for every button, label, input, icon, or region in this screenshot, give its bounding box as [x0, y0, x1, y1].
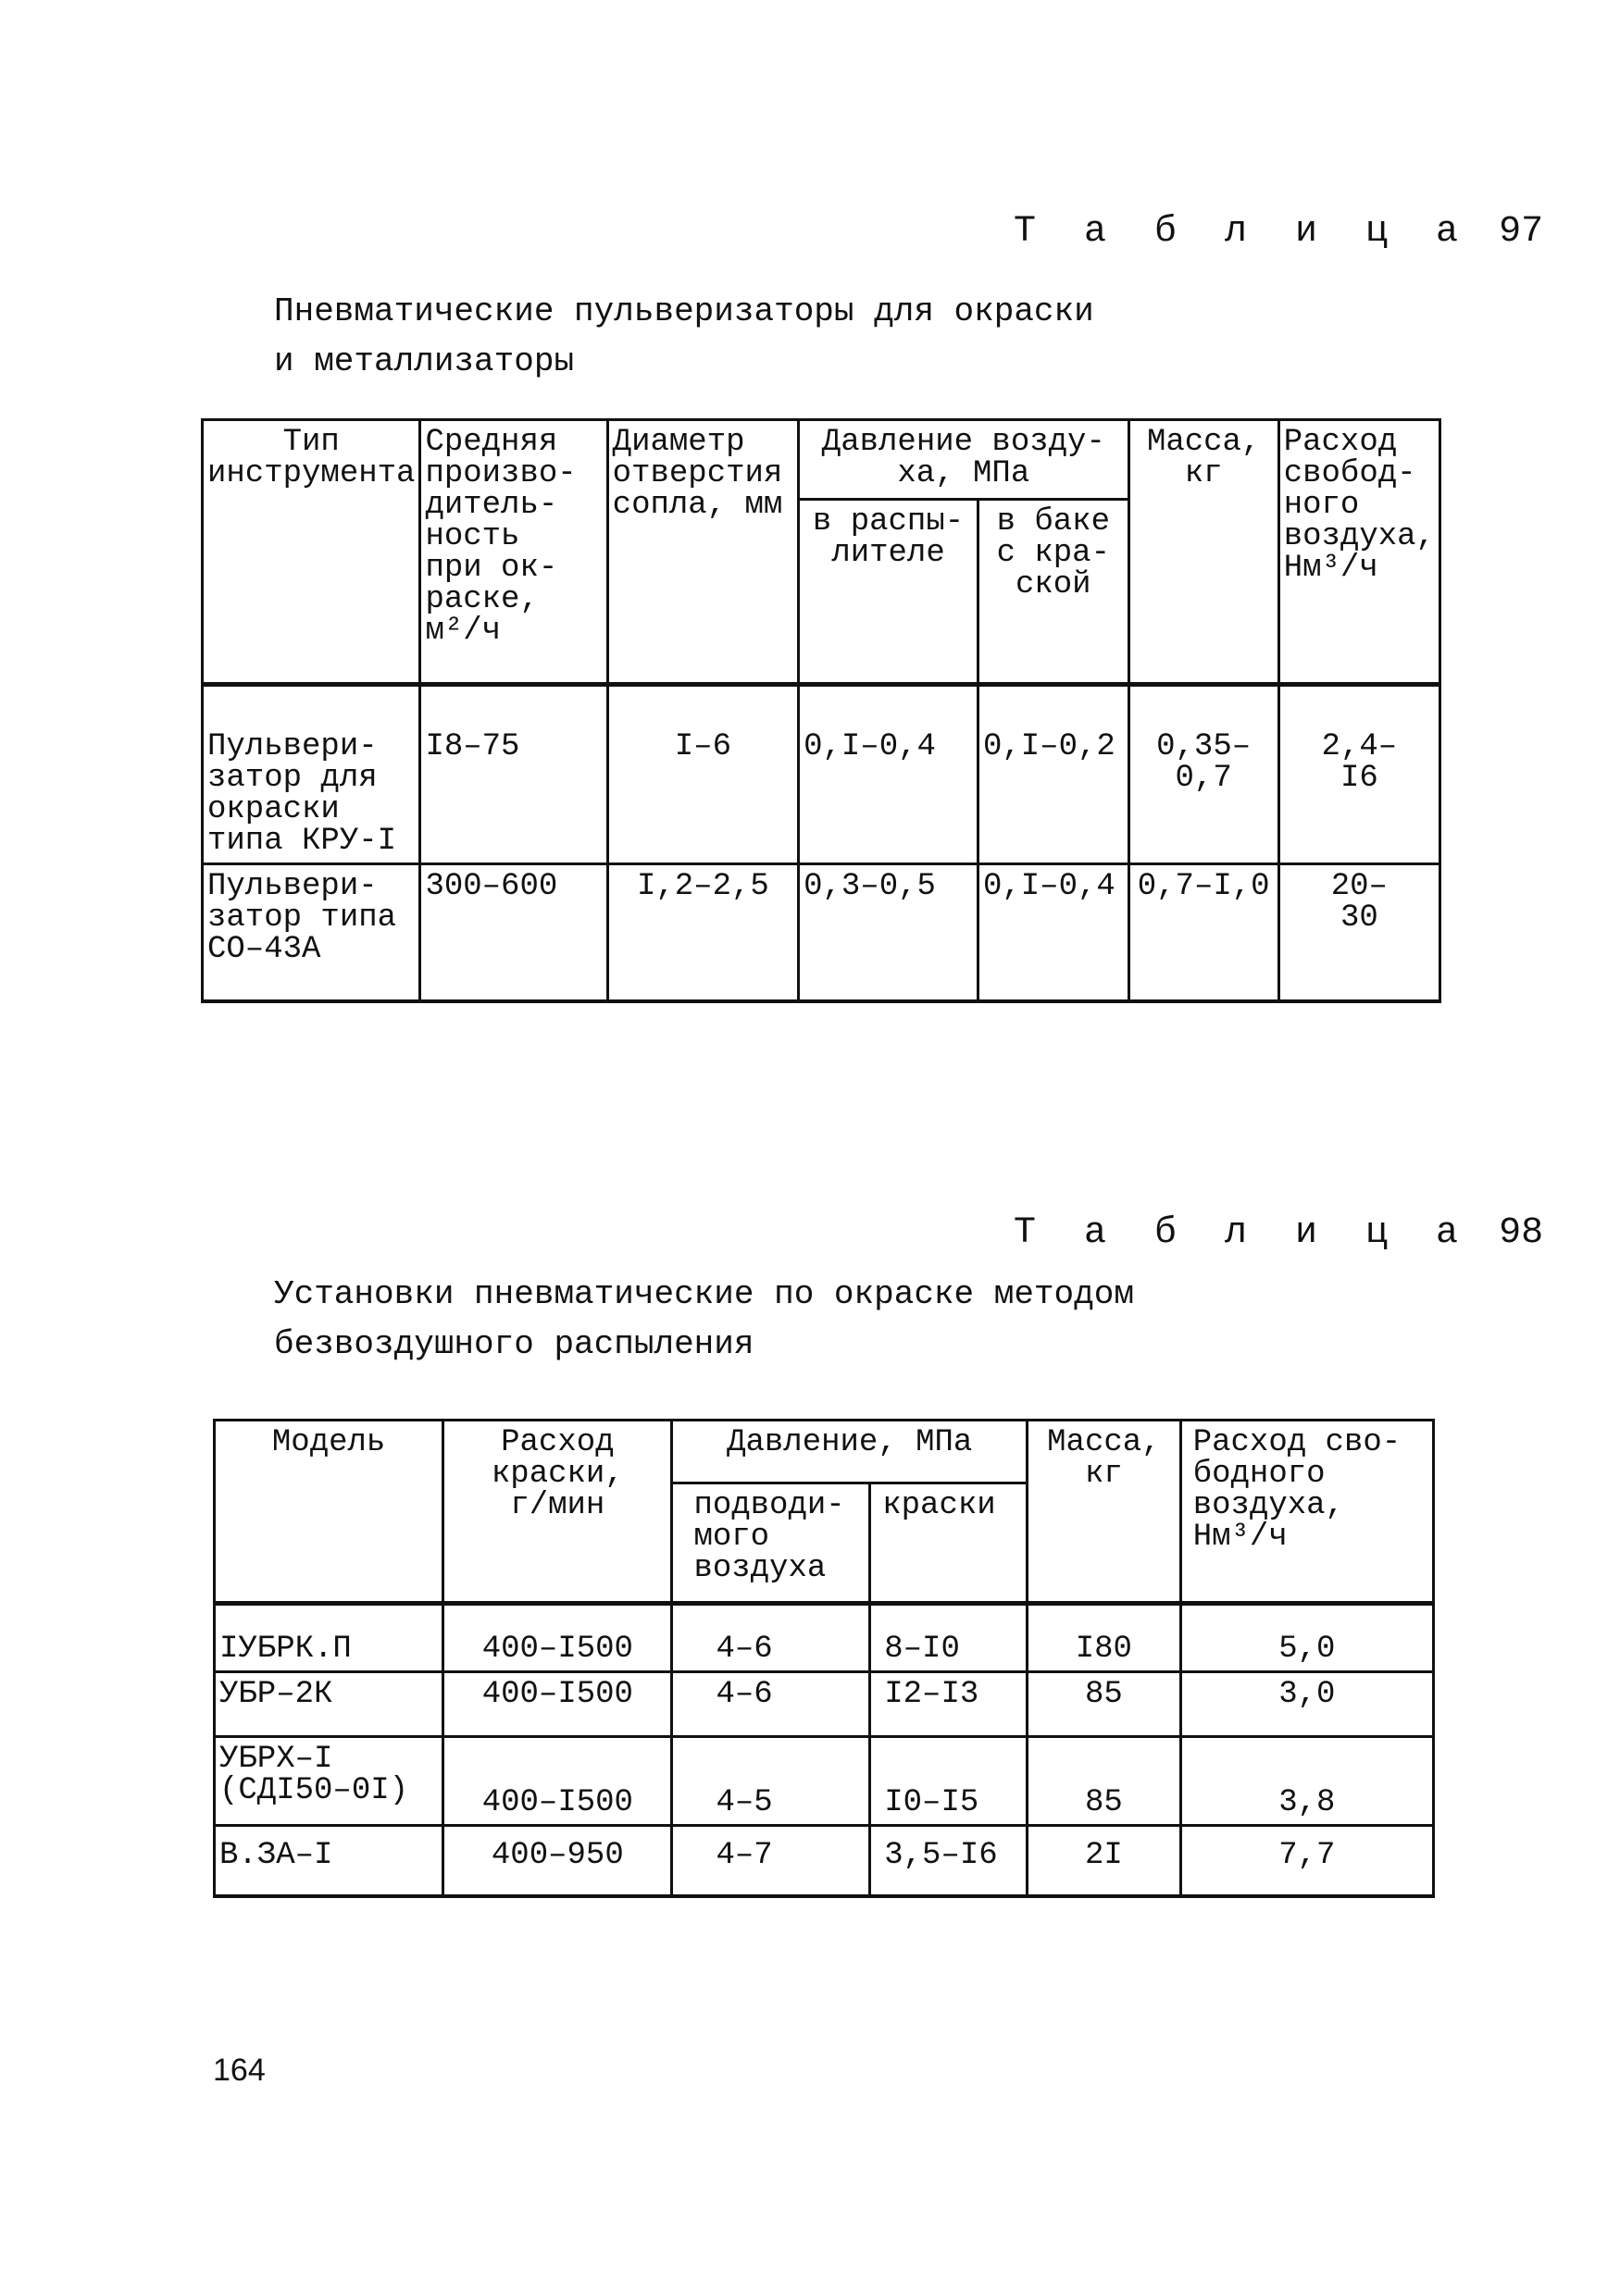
table97-caption	[1014, 211, 1543, 253]
table97-caption-word: Т а б л и ц а	[1014, 211, 1472, 253]
table98-row2-paint-flow: 400–I500	[443, 1672, 672, 1737]
table-row	[215, 1826, 1434, 1896]
table97-header-pressure: Давление возду- ха, МПа	[799, 420, 1129, 500]
table97-row1-diameter: I–6	[607, 685, 798, 864]
table97-header-diameter: Диаметр отверстия сопла, мм	[607, 420, 798, 685]
table98-header-mass: Масса, кг	[1028, 1421, 1181, 1604]
table97-header-air: Расход свобод- ного воздуха, Нм³/ч	[1278, 420, 1439, 685]
table98-row1-model: IУБРК.П	[215, 1604, 443, 1672]
table97-row2-productivity: 300–600	[420, 864, 607, 1001]
table97-header-pressure-tank: в баке с кра- ской	[978, 500, 1128, 685]
table98-row4-pressure-paint: 3,5–I6	[870, 1826, 1028, 1896]
table97-row2-diameter: I,2–2,5	[607, 864, 798, 1001]
table97-row2-type: Пульвери- затор типа СО–43А	[203, 864, 420, 1001]
table97-row2-pressure-sprayer: 0,3–0,5	[799, 864, 978, 1001]
table98-title-line1: Установки пневматические по окраске методом	[274, 1275, 1134, 1313]
table97-header-mass: Масса, кг	[1128, 420, 1278, 685]
table98-title	[274, 1270, 1134, 1370]
table-row	[203, 685, 1440, 864]
table97-row1-type: Пульвери- затор для окраски типа КРУ-I	[203, 685, 420, 864]
table98-header-model: Модель	[215, 1421, 443, 1604]
table98-row4-pressure-air: 4–7	[672, 1826, 870, 1896]
table98-row1-paint-flow: 400–I500	[443, 1604, 672, 1672]
table-row	[215, 1737, 1434, 1826]
table98-row4-mass: 2I	[1028, 1826, 1181, 1896]
table98-row3-paint-flow: 400–I500	[443, 1737, 672, 1826]
table97-title-line1: Пневматические пульверизаторы для окраски	[274, 292, 1094, 330]
page-number: 164	[213, 2053, 266, 2088]
table98-caption	[1014, 1212, 1543, 1254]
table97-row1-air: 2,4– I6	[1278, 685, 1439, 864]
table97	[201, 418, 1441, 1003]
table98-row1-pressure-paint: 8–I0	[870, 1604, 1028, 1672]
table-row	[215, 1672, 1434, 1737]
table97-header-pressure-sprayer: в распы- лителе	[799, 500, 978, 685]
table98-header-pressure-air: подводи- мого воздуха	[672, 1483, 870, 1604]
table98-row4-model: В.ЗА–I	[215, 1826, 443, 1896]
table97-title-line2: и металлизаторы	[274, 342, 575, 380]
table98-row2-pressure-air: 4–6	[672, 1672, 870, 1737]
table98-row3-model: УБРХ–I (СДI50–0I)	[215, 1737, 443, 1826]
table98-row2-air: 3,0	[1180, 1672, 1433, 1737]
table97-row2-mass: 0,7–I,0	[1128, 864, 1278, 1001]
table98-row3-mass: 85	[1028, 1737, 1181, 1826]
table98	[213, 1419, 1435, 1898]
table98-row3-pressure-air: 4–5	[672, 1737, 870, 1826]
table98-row2-model: УБР–2К	[215, 1672, 443, 1737]
table97-row1-pressure-tank: 0,I–0,2	[978, 685, 1128, 864]
table98-row2-pressure-paint: I2–I3	[870, 1672, 1028, 1737]
table98-row1-pressure-air: 4–6	[672, 1604, 870, 1672]
table97-row1-productivity: I8–75	[420, 685, 607, 864]
table98-row4-paint-flow: 400–950	[443, 1826, 672, 1896]
table98-row4-air: 7,7	[1180, 1826, 1433, 1896]
table97-header-productivity: Средняя произво- дитель- ность при ок- раске, м²/ч	[420, 420, 607, 685]
table98-row1-mass: I80	[1028, 1604, 1181, 1672]
table97-row1-mass: 0,35– 0,7	[1128, 685, 1278, 864]
table97-title	[274, 287, 1094, 387]
table97-row2-air: 20– 30	[1278, 864, 1439, 1001]
table-row	[203, 864, 1440, 1001]
table98-row3-air: 3,8	[1180, 1737, 1433, 1826]
table97-row1-pressure-sprayer: 0,I–0,4	[799, 685, 978, 864]
table97-caption-number: 97	[1499, 211, 1544, 253]
table98-header-paint-flow: Расход краски, г/мин	[443, 1421, 672, 1604]
table98-caption-word: Т а б л и ц а	[1014, 1212, 1472, 1254]
table98-header-pressure: Давление, МПа	[672, 1421, 1028, 1483]
table98-row1-air: 5,0	[1180, 1604, 1433, 1672]
table97-row2-pressure-tank: 0,I–0,4	[978, 864, 1128, 1001]
table98-row2-mass: 85	[1028, 1672, 1181, 1737]
table98-caption-number: 98	[1499, 1212, 1544, 1254]
table98-row3-pressure-paint: I0–I5	[870, 1737, 1028, 1826]
table98-header-air: Расход сво- бодного воздуха, Нм³/ч	[1180, 1421, 1433, 1604]
table98-header-pressure-paint: краски	[870, 1483, 1028, 1604]
table98-title-line2: безвоздушного распыления	[274, 1325, 754, 1363]
table-row	[215, 1604, 1434, 1672]
table97-header-type: Тип инструмента	[203, 420, 420, 685]
